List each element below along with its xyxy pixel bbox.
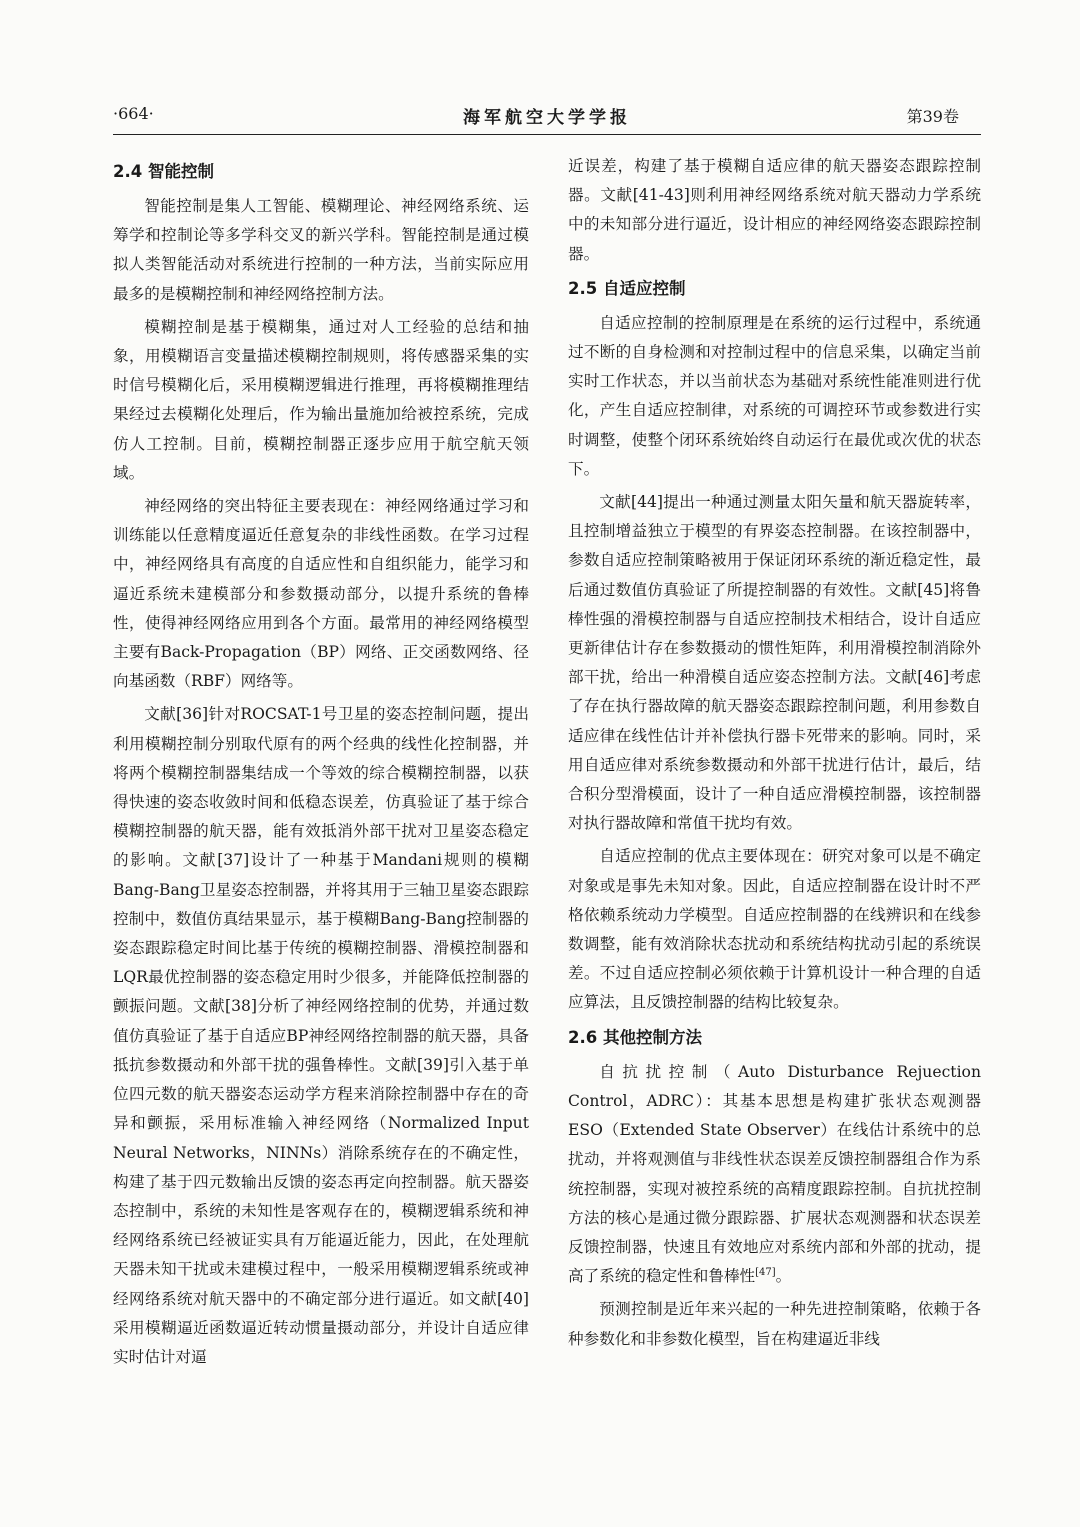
journal-title: 海军航空大学学报: [463, 108, 631, 128]
right-column: [568, 152, 981, 1354]
running-header: [113, 100, 981, 135]
page-number: ·664·: [113, 104, 154, 123]
citation-ref: [47]: [755, 1266, 776, 1278]
paragraph: 模糊控制是基于模糊集，通过对人工经验的总结和抽象，用模糊语言变量描述模糊控制规则，将传感器采集的实时信号模糊化后，采用模糊逻辑进行推理，再将模糊推理结果经过去模糊化处理后，作为输出量施加给被控系统，完成仿人工控制。目前，模糊控制器正逐步应用于航空航天领域。: [113, 317, 529, 482]
paragraph: 文献[44]提出一种通过测量太阳矢量和航天器旋转率，且控制增益独立于模型的有界姿态控制器。在该控制器中，参数自适应控制策略被用于保证闭环系统的渐近稳定性，最后通过数值仿真验证了所提控制器的有效性。文献[45]将鲁棒性强的滑模控制器与自适应控制技术相结合，设计自适应更新律估计存在参数摄动的惯性矩阵，利用滑模控制消除外部干扰，给出一种滑模自适应姿态控制方法。文献[46]考虑了存在执行器故障的航天器姿态跟踪控制问题，利用参数自适应律在线性估计并补偿执行器卡死带来的影响。同时，采用自适应律对系统参数摄动和外部干扰进行估计，最后，结合积分型滑模面，设计了一种自适应滑模控制器，该控制器对执行器故障和常值干扰均有效。: [568, 493, 981, 833]
section-heading-2-4: 2.4 智能控制: [113, 162, 214, 181]
paragraph: 文献[36]针对ROCSAT-1号卫星的姿态控制问题，提出利用模糊控制分别取代原有的两个经典的线性化控制器，并将两个模糊控制器集结成一个等效的综合模糊控制器，以获得快速的姿态收敛时间和低稳态误差，仿真验证了基于综合模糊控制器的航天器，能有效抵消外部干扰对卫星姿态稳定的影响。文献[37]设计了一种基于Mandani规则的模糊Bang-Bang卫星姿态控制器，并将其用于三轴卫星姿态跟踪控制中，数值仿真结果显示，基于模糊Bang-Bang控制器的姿态跟踪稳定时间比基于传统的模糊控制器、滑模控制器和LQR最优控制器的姿态稳定用时少很多，并能降低控制器的颤振问题。文献[38]分析了神经网络控制的优势，并通过数值仿真验证了基于自适应BP神经网络控制器的航天器，具备抵抗参数摄动和外部干扰的强鲁棒性。文献[39]引入基于单位四元数的航天器姿态运动学方程来消除控制器中存在的奇异和颤振，采用标准输入神经网络（Normalized Input Neural Networks，NINNs）消除系统存在的不确定性，构建了基于四元数输出反馈的姿态再定向控制器。航天器姿态控制中，系统的未知性是客观存在的，模糊逻辑系统和神经网络系统已经被证实具有万能逼近能力，因此，在处理航天器未知干扰或未建模过程中，一般采用模糊逻辑系统或神经网络系统对航天器中的不确定部分进行逼近。如文献[40]采用模糊逼近函数逼近转动惯量摄动部分，并设计自适应律实时估计对逼: [113, 705, 529, 1366]
section-heading-2-5: 2.5 自适应控制: [568, 278, 686, 298]
volume-label: 第39卷: [906, 107, 959, 126]
paragraph: 神经网络的突出特征主要表现在：神经网络通过学习和训练能以任意精度逼近任意复杂的非线性函数。在学习过程中，神经网络具有高度的自适应性和自组织能力，能学习和逼近系统未建模部分和参数摄动部分，以提升系统的鲁棒性，使得神经网络应用到各个方面。最常用的神经网络模型主要有Back-Propagation（BP）网络、正交函数网络、径向基函数（RBF）网络等。: [113, 497, 529, 691]
section-heading-2-6: 2.6 其他控制方法: [568, 1027, 702, 1047]
paragraph: 预测控制是近年来兴起的一种先进控制策略，依赖于各种参数化和非参数化模型，旨在构建逼近非线: [568, 1300, 981, 1348]
paragraph: [568, 1058, 981, 1292]
paragraph-end: 。: [775, 1267, 792, 1286]
paragraph: 自适应控制的优点主要体现在：研究对象可以是不确定对象或是事先未知对象。因此，自适应控制器在设计时不严格依赖系统动力学模型。自适应控制器的在线辨识和在线参数调整，能有效消除状态扰动和系统结构扰动引起的系统误差。不过自适应控制必须依赖于计算机设计一种合理的自适应算法，且反馈控制器的结构比较复杂。: [568, 847, 981, 1012]
paragraph: 自适应控制的控制原理是在系统的运行过程中，系统通过不断的自身检测和对控制过程中的信息采集，以确定当前实时工作状态，并以当前状态为基础对系统性能准则进行优化，产生自适应控制律，对系统的可调控环节或参数进行实时调整，使整个闭环系统始终自动运行在最优或次优的状态下。: [568, 313, 981, 478]
paragraph-continued: 近误差，构建了基于模糊自适应律的航天器姿态跟踪控制器。文献[41-43]则利用神经网络系统对航天器动力学系统中的未知部分进行逼近，设计相应的神经网络姿态跟踪控制器。: [568, 157, 981, 263]
left-column: [113, 152, 529, 1372]
paragraph: 智能控制是集人工智能、模糊理论、神经网络系统、运筹学和控制论等多学科交叉的新兴学科。智能控制是通过模拟人类智能活动对系统进行控制的一种方法，当前实际应用最多的是模糊控制和神经网络控制方法。: [113, 197, 529, 303]
paragraph-text: 自抗扰控制（Auto Disturbance Rejuection Control，ADRC）：其基本思想是构建扩张状态观测器ESO（Extended State Observer）在线估计系统中的总扰动，并将观测值与非线性状态误差反馈控制器组合作为系统控制器，实现对被控系统的高精度跟踪控制。自抗扰控制方法的核心是通过微分跟踪器、扩展状态观测器和状态误差反馈控制器，快速且有效地应对系统内部和外部的扰动，提高了系统的稳定性和鲁棒性: [568, 1062, 981, 1286]
